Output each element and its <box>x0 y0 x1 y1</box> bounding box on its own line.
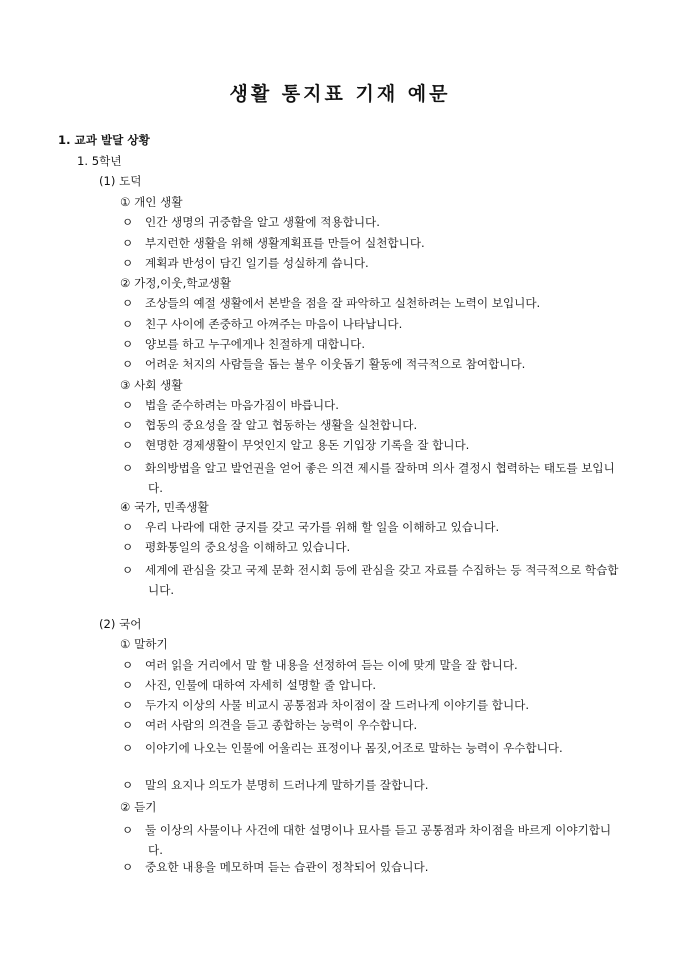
group-heading: ② 듣기 <box>120 800 157 814</box>
bullet-mark: ㅇ <box>122 860 134 874</box>
bullet-item <box>122 398 623 413</box>
bullet-item <box>122 317 623 332</box>
group-heading: ③ 사회 생활 <box>120 378 183 392</box>
bullet-mark: ㅇ <box>122 678 134 692</box>
bullet-item <box>122 718 623 733</box>
bullet-item <box>122 560 623 600</box>
bullet-mark: ㅇ <box>122 357 134 371</box>
bullet-text: 화의방법을 알고 발언권을 얻어 좋은 의견 제시를 잘하며 의사 결정시 협력하는 태도를 보입니다. <box>145 461 615 495</box>
bullet-text: 사진, 인물에 대하여 자세히 설명할 줄 압니다. <box>145 678 377 692</box>
bullet-text: 법을 준수하려는 마음가짐이 바릅니다. <box>145 398 339 412</box>
subject-heading: (2) 국어 <box>99 617 142 631</box>
bullet-text: 친구 사이에 존중하고 아껴주는 마음이 나타납니다. <box>145 317 403 331</box>
bullet-item <box>122 860 623 875</box>
bullet-item <box>122 658 623 673</box>
bullet-item <box>122 738 623 758</box>
bullet-mark: ㅇ <box>122 741 134 755</box>
bullet-text: 둘 이상의 사물이나 사건에 대한 설명이나 묘사를 듣고 공통점과 차이점을 바르게 이야기합니다. <box>145 823 612 857</box>
bullet-text: 어려운 처지의 사람들을 돕는 불우 이웃돕기 활동에 적극적으로 참여합니다. <box>145 357 526 371</box>
bullet-mark: ㅇ <box>122 461 134 475</box>
bullet-text: 조상들의 예절 생활에서 본받을 점을 잘 파악하고 실천하려는 노력이 보입니다. <box>145 296 541 310</box>
bullet-item <box>122 337 623 352</box>
bullet-text: 계획과 반성이 담긴 일기를 성실하게 씁니다. <box>145 256 369 270</box>
bullet-mark: ㅇ <box>122 438 134 452</box>
bullet-mark: ㅇ <box>122 215 134 229</box>
bullet-item <box>122 357 623 372</box>
grade-heading: 1. 5학년 <box>77 154 122 168</box>
bullet-mark: ㅇ <box>122 317 134 331</box>
bullet-text: 중요한 내용을 메모하며 듣는 습관이 정착되어 있습니다. <box>145 860 429 874</box>
bullet-item <box>122 215 623 230</box>
bullet-text: 부지런한 생활을 위해 생활계획표를 만들어 실천합니다. <box>145 236 425 250</box>
bullet-mark: ㅇ <box>122 563 134 577</box>
bullet-mark: ㅇ <box>122 778 134 792</box>
bullet-mark: ㅇ <box>122 296 134 310</box>
bullet-item <box>122 438 623 453</box>
bullet-text: 평화통일의 중요성을 이해하고 있습니다. <box>145 540 351 554</box>
group-heading: ② 가정,이웃,학교생활 <box>120 276 232 290</box>
bullet-text: 말의 요지나 의도가 분명히 드러나게 말하기를 잘합니다. <box>145 778 429 792</box>
bullet-item <box>122 820 623 860</box>
section-heading: 1. 교과 발달 상황 <box>58 133 150 147</box>
bullet-mark: ㅇ <box>122 540 134 554</box>
bullet-mark: ㅇ <box>122 418 134 432</box>
bullet-item <box>122 296 623 311</box>
bullet-item <box>122 520 623 535</box>
group-heading: ① 말하기 <box>120 637 168 651</box>
bullet-mark: ㅇ <box>122 520 134 534</box>
group-heading: ④ 국가, 민족생활 <box>120 500 209 514</box>
bullet-mark: ㅇ <box>122 823 134 837</box>
bullet-item <box>122 458 623 498</box>
bullet-mark: ㅇ <box>122 718 134 732</box>
bullet-mark: ㅇ <box>122 256 134 270</box>
bullet-item <box>122 256 623 271</box>
bullet-text: 양보를 하고 누구에게나 친절하게 대합니다. <box>145 337 366 351</box>
bullet-text: 이야기에 나오는 인물에 어울리는 표정이나 몸짓,어조로 말하는 능력이 우수합니다. <box>145 741 563 755</box>
bullet-item <box>122 236 623 251</box>
bullet-text: 현명한 경제생활이 무엇인지 알고 용돈 기입장 기록을 잘 합니다. <box>145 438 470 452</box>
bullet-mark: ㅇ <box>122 236 134 250</box>
bullet-text: 우리 나라에 대한 긍지를 갖고 국가를 위해 할 일을 이해하고 있습니다. <box>145 520 500 534</box>
bullet-mark: ㅇ <box>122 337 134 351</box>
bullet-text: 세계에 관심을 갖고 국제 문화 전시회 등에 관심을 갖고 자료를 수집하는 등 적극적으로 학습합니다. <box>145 563 619 597</box>
bullet-item <box>122 778 623 793</box>
bullet-item <box>122 698 623 713</box>
bullet-mark: ㅇ <box>122 698 134 712</box>
bullet-mark: ㅇ <box>122 658 134 672</box>
bullet-mark: ㅇ <box>122 398 134 412</box>
subject-heading: (1) 도덕 <box>99 174 142 188</box>
bullet-item <box>122 418 623 433</box>
document-title: 생활 통지표 기재 예문 <box>229 83 451 105</box>
bullet-item <box>122 678 623 693</box>
bullet-text: 여러 사람의 의견을 듣고 종합하는 능력이 우수합니다. <box>145 718 418 732</box>
bullet-text: 여러 읽을 거리에서 말 할 내용을 선정하여 듣는 이에 맞게 말을 잘 합니다. <box>145 658 518 672</box>
group-heading: ① 개인 생활 <box>120 195 183 209</box>
bullet-text: 인간 생명의 귀중함을 알고 생활에 적용합니다. <box>145 215 380 229</box>
bullet-item <box>122 540 623 555</box>
bullet-text: 두가지 이상의 사물 비교시 공통점과 차이점이 잘 드러나게 이야기를 합니다. <box>145 698 530 712</box>
bullet-text: 협동의 중요성을 잘 알고 협동하는 생활을 실천합니다. <box>145 418 418 432</box>
